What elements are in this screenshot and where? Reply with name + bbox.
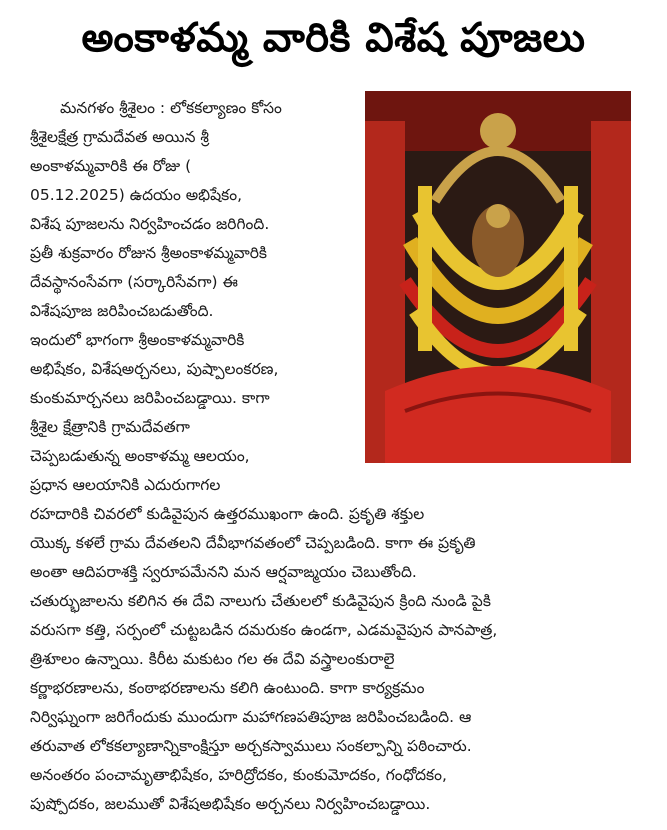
article-line: పుష్పోదకం, జలముతో విశేషఅభిషేకం అర్చనలు నిర్వహించబడ్డాయి. (30, 795, 431, 813)
article-line: 05.12.2025) ఉదయం అభిషేకం, (30, 186, 243, 204)
article-line: చెప్పబడుతున్న అంకాళమ్మ ఆలయం, (30, 447, 250, 465)
article-line: శ్రీశైల క్షేత్రానికి గ్రామదేవతగా (30, 418, 190, 436)
article-continuation (30, 500, 640, 819)
article-line: ఇందులో భాగంగా శ్రీఅంకాళమ్మవారికి (30, 331, 245, 349)
article-line: శ్రీశైలక్షేత్ర గ్రామదేవత అయిన శ్రీ (30, 128, 209, 146)
article-line: అంకాళమ్మవారికి ఈ రోజు ( (30, 157, 192, 175)
article-line: రహదారికి చివరలో కుడివైపున ఉత్తరముఖంగా ఉంది. ప్రకృతి శక్తుల (30, 505, 425, 523)
article-line: కర్ణాభరణాలను, కంఠాభరణాలను కలిగి ఉంటుంది. కాగా కార్యక్రమం (30, 679, 425, 697)
article-line: అభిషేకం, విశేషఅర్చనలు, పుష్పాలంకరణ, (30, 360, 279, 378)
headline: అంకాళమ్మ వారికి విశేష పూజలు (81, 15, 586, 61)
article-line: అనంతరం పంచామృతాభిషేకం, హరిద్రోదకం, కుంకుమోదకం, గంధోదకం, (30, 766, 447, 784)
article-line: దేవస్థానంసేవగా (సర్కారిసేవగా) ఈ (30, 273, 238, 291)
article-line: యొక్క కళలే గ్రామ దేవతలని దేవీభాగవతంలో చెప్పబడింది. కాగా ఈ ప్రకృతి (30, 534, 476, 552)
article-line: విశేష పూజలను నిర్వహించడం జరిగింది. (30, 215, 270, 233)
article-line: త్రిశూలం ఉన్నాయి. కిరీట మకుటం గల ఈ దేవి వస్త్రాలంకురాలై (30, 650, 395, 668)
article-line: చతుర్భుజాలను కలిగిన ఈ దేవి నాలుగు చేతులలో కుడివైపున క్రింది నుండి పైకి (30, 592, 491, 610)
article-line: అంతా ఆదిపరాశక్తి స్వరూపమేనని మన ఆర్షవాఙ్మయం చెబుతోంది. (30, 563, 417, 581)
article-line: ప్రధాన ఆలయానికి ఎదురుగాగల (30, 476, 221, 494)
article-line: కుంకుమార్చనలు జరిపించబడ్డాయి. కాగా (30, 389, 270, 407)
article-line: మనగళం శ్రీశైలం : లోకకల్యాణం కోసం (60, 99, 282, 117)
article-body (30, 94, 640, 819)
article-line: నిర్విఘ్నంగా జరిగేందుకు ముందుగా మహాగణపతిపూజ జరిపించబడింది. ఆ (30, 708, 472, 726)
article-intro (30, 94, 360, 500)
article-line: విశేషపూజ జరిపించబడుతోంది. (30, 302, 214, 320)
article-line: వరుసగా కత్తి, సర్పంలో చుట్టబడిన దమరుకం ఉండగా, ఎడమవైపున పానపాత్ర, (30, 621, 498, 639)
article-line: ప్రతీ శుక్రవారం రోజున శ్రీఅంకాళమ్మవారికి (30, 244, 268, 262)
article-line: తరువాత లోకకల్యాణాన్నికాంక్షిస్తూ అర్చకస్వాములు సంకల్పాన్ని పఠించారు. (30, 737, 472, 755)
